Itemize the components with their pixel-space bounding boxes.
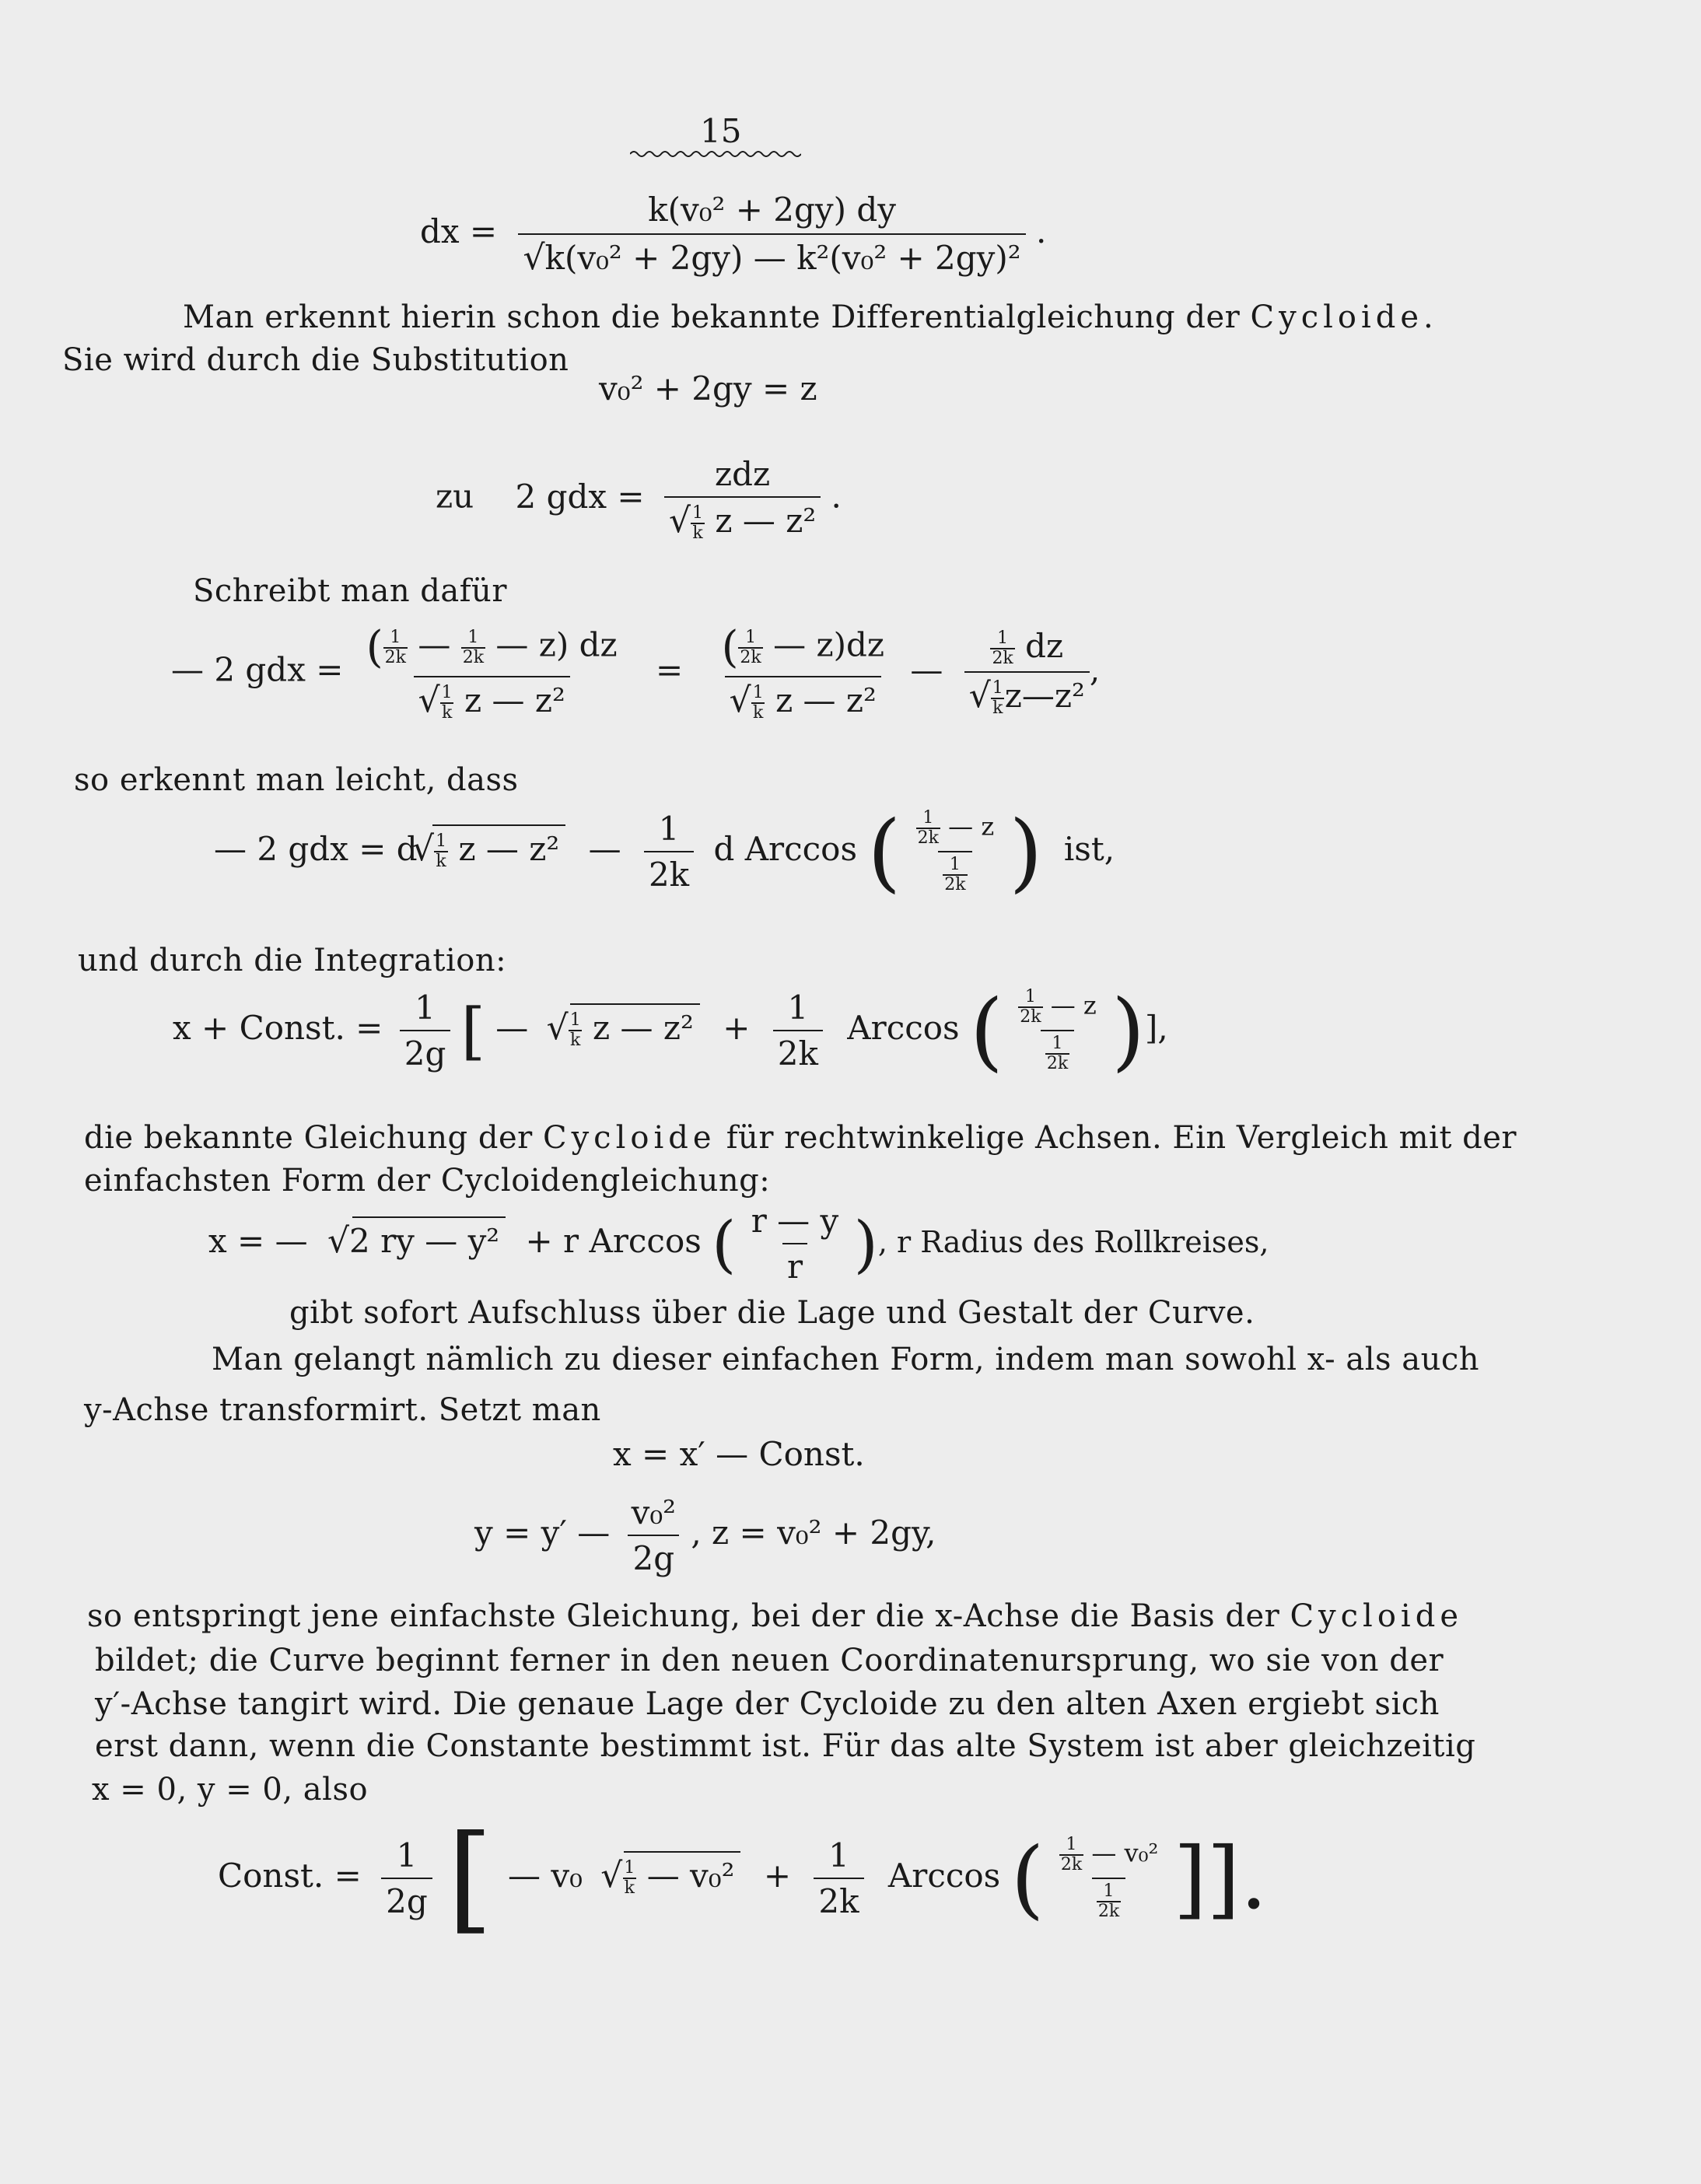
page-number-ornament [630, 148, 801, 160]
paragraph-line: y′-Achse tangirt wird. Die genaue Lage der Cycloide zu den alten Axen ergiebt sich [95, 1686, 1440, 1722]
paragraph-line: gibt sofort Aufschluss über die Lage und Gestalt der Curve. [289, 1295, 1255, 1331]
paragraph-line: y-Achse transformirt. Setzt man [84, 1392, 601, 1428]
page-number: 15 [700, 112, 742, 150]
paragraph-line: Man gelangt nämlich zu dieser einfachen Form, indem man sowohl x- als auch [212, 1342, 1480, 1377]
paragraph-line: einfachsten Form der Cycloidengleichung: [84, 1163, 771, 1199]
equation-constant: Const. = $\frac{1}{2g}$ [ — v₀ √ $\frac{1}{k}$ — v₀² + $\frac{1}{2k}$ Arccos ( $\frac{1}{2k}$ — v₀² $\frac{1}{2k}$ ]]. [218, 1811, 1268, 1946]
paragraph-line: x = 0, y = 0, also [92, 1772, 369, 1808]
equation-zu: zu 2 gdx = zdz √ $\frac{1}{k}$ z — z² . [436, 455, 842, 543]
cycloide-spaced: Cycloide. [1250, 299, 1438, 335]
paragraph-line: und durch die Integration: [78, 943, 507, 978]
equation-dx: dx = $\frac{\text{k(v₀² + 2gy) dy}}{\text{√k(v₀² + 2gy) — k²(v₀² + 2gy)²}}$ . [420, 191, 1047, 278]
equation-cycloid-simple: x = — √2 ry — y² + r Arccos ( $\frac{r — y}{r}$ ), r Radius des Rollkreises, [208, 1202, 1269, 1286]
paragraph-line: so entspringt jene einfachste Gleichung, bei der die x-Achse die Basis der Cycloide [87, 1598, 1464, 1634]
equation-y-transform: y = y′ — $\frac{\text{v₀²}}{2g}$ , z = v₀² + 2gy, [474, 1493, 936, 1577]
paragraph-line: Sie wird durch die Substitution [62, 342, 569, 378]
paragraph-line: Schreibt man dafür [193, 573, 507, 609]
paragraph-line: die bekannte Gleichung der Cycloide für rechtwinkelige Achsen. Ein Vergleich mit der [84, 1120, 1517, 1156]
paragraph-line: erst dann, wenn die Constante bestimmt ist. Für das alte System ist aber gleichzeitig [95, 1728, 1476, 1764]
paragraph-line: Man erkennt hierin schon die bekannte Differentialgleichung der Cycloide. [183, 299, 1438, 335]
equation-arccos-d: — 2 gdx = d √ $\frac{1}{k}$ z — z² — $\frac{1}{2k}$ d Arccos ( $\frac{1}{2k}$ — z $\frac{1}{2k}$ ) ist, [214, 802, 1115, 901]
equation-integration: x + Const. = $\frac{1}{2g}$ [ — √ $\frac{1}{k}$ z — z² + $\frac{1}{2k}$ Arccos ( $\frac{1}{2k}$ — z $\frac{1}{2k}$ )], [173, 981, 1168, 1080]
paragraph-line: so erkennt man leicht, dass [74, 762, 519, 798]
equation-schreibt: — 2 gdx = ( $\frac{1}{2k}$ — $\frac{1}{2k}$ — z) dz √ $\frac{1}{k}$ z — z² = ( $\frac{1}{2k}$ — z)dz √ $\frac{1}{k}$ z — z² — $\frac{1}{2k}$ dz √ $\frac{1}{k}$ z—z² , [171, 622, 1101, 723]
equation-substitution: v₀² + 2gy = z [599, 369, 817, 408]
paragraph-line: bildet; die Curve beginnt ferner in den neuen Coordinatenursprung, wo sie von der [95, 1643, 1444, 1678]
equation-x-transform: x = x′ — Const. [613, 1435, 865, 1473]
